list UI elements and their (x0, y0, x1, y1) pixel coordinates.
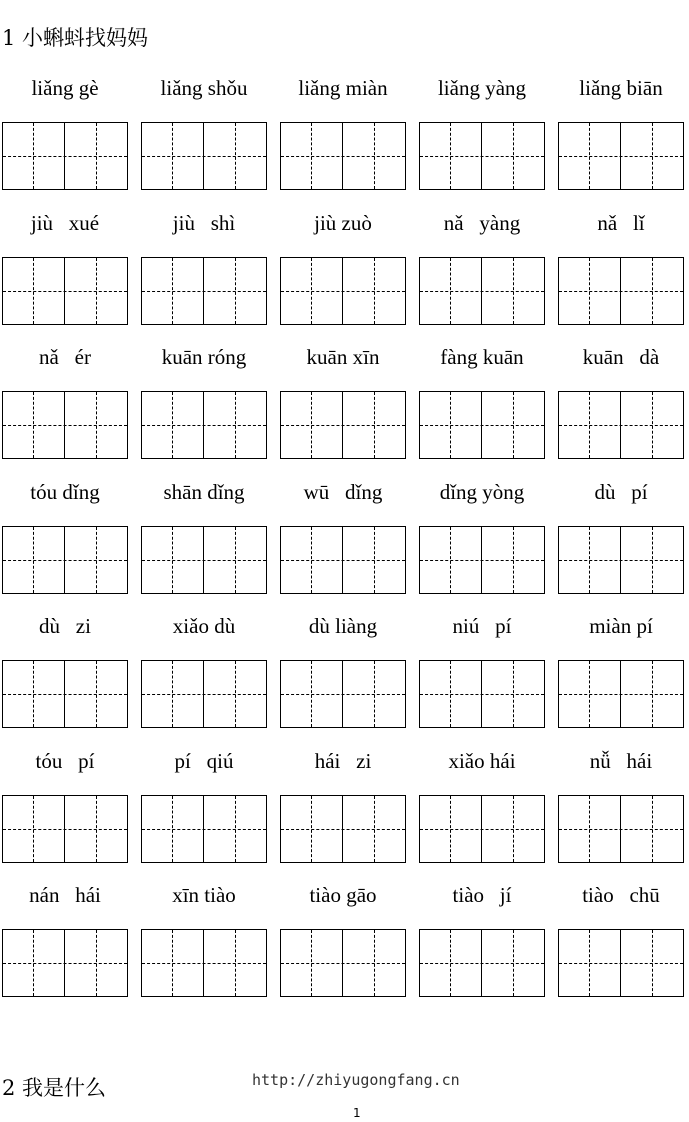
pinyin-label: pí qiú (174, 748, 234, 773)
dashed-guide (3, 156, 127, 157)
dashed-guide (3, 291, 127, 292)
pinyin-row (0, 749, 689, 779)
dashed-guide (3, 694, 127, 695)
tianzige-writing-box[interactable] (419, 122, 545, 190)
dashed-guide (3, 829, 127, 830)
tianzige-writing-box[interactable] (280, 391, 406, 459)
dashed-guide (559, 156, 683, 157)
dashed-guide (420, 829, 544, 830)
tianzige-writing-box[interactable] (558, 660, 684, 728)
tianzige-writing-box[interactable] (2, 526, 128, 594)
pinyin-label: liǎng biān (579, 76, 663, 100)
writing-grid-row (0, 257, 689, 325)
dashed-guide (420, 156, 544, 157)
dashed-guide (142, 694, 266, 695)
tianzige-writing-box[interactable] (2, 122, 128, 190)
dashed-guide (420, 560, 544, 561)
tianzige-writing-box[interactable] (280, 660, 406, 728)
section-title-1: 1 小蝌蚪找妈妈 (2, 26, 149, 50)
tianzige-writing-box[interactable] (280, 526, 406, 594)
tianzige-writing-box[interactable] (141, 391, 267, 459)
tianzige-writing-box[interactable] (419, 257, 545, 325)
pinyin-label: dù zi (39, 614, 91, 638)
pinyin-label: liǎng shǒu (160, 76, 248, 100)
dashed-guide (142, 291, 266, 292)
pinyin-label: kuān róng (161, 345, 247, 369)
pinyin-label: xīn tiào (172, 883, 236, 907)
dashed-guide (420, 694, 544, 695)
dashed-guide (281, 425, 405, 426)
pinyin-label: dù liàng (308, 614, 378, 638)
dashed-guide (559, 425, 683, 426)
dashed-guide (142, 829, 266, 830)
tianzige-writing-box[interactable] (419, 660, 545, 728)
tianzige-writing-box[interactable] (419, 795, 545, 863)
tianzige-writing-box[interactable] (141, 795, 267, 863)
pinyin-label: jiù shì (172, 210, 236, 235)
pinyin-label: hái zi (314, 748, 372, 773)
dashed-guide (420, 963, 544, 964)
dashed-guide (142, 560, 266, 561)
pinyin-label: liǎng yàng (437, 76, 527, 100)
tianzige-writing-box[interactable] (2, 660, 128, 728)
pinyin-row (0, 883, 689, 913)
pinyin-row (0, 211, 689, 241)
pinyin-label: nǎ ér (39, 345, 91, 369)
pinyin-label: kuān xīn (306, 345, 380, 369)
tianzige-writing-box[interactable] (141, 660, 267, 728)
dashed-guide (281, 156, 405, 157)
pinyin-label: dù pí (594, 479, 648, 504)
tianzige-writing-box[interactable] (141, 526, 267, 594)
tianzige-writing-box[interactable] (141, 122, 267, 190)
pinyin-label: tiào chū (582, 883, 660, 907)
pinyin-label: niú pí (452, 614, 512, 638)
dashed-guide (559, 560, 683, 561)
writing-grid-row (0, 929, 689, 997)
tianzige-writing-box[interactable] (280, 122, 406, 190)
tianzige-writing-box[interactable] (141, 257, 267, 325)
pinyin-label: tóu pí (35, 748, 95, 773)
pinyin-label: jiù zuò (314, 210, 372, 235)
tianzige-writing-box[interactable] (2, 391, 128, 459)
tianzige-writing-box[interactable] (558, 929, 684, 997)
tianzige-writing-box[interactable] (558, 391, 684, 459)
tianzige-writing-box[interactable] (419, 929, 545, 997)
pinyin-label: shān dǐng (163, 479, 245, 504)
pinyin-label: liǎng miàn (298, 76, 388, 100)
page-number: 1 (353, 1106, 361, 1120)
dashed-guide (142, 963, 266, 964)
tianzige-writing-box[interactable] (280, 257, 406, 325)
footer-url: http://zhiyugongfang.cn (252, 1071, 460, 1089)
pinyin-label: xiǎo hái (448, 748, 516, 773)
pinyin-label: jiù xué (30, 210, 100, 235)
tianzige-writing-box[interactable] (280, 795, 406, 863)
dashed-guide (420, 425, 544, 426)
pinyin-label: nǎ lǐ (597, 210, 645, 235)
pinyin-row (0, 76, 689, 106)
dashed-guide (559, 291, 683, 292)
tianzige-writing-box[interactable] (558, 526, 684, 594)
pinyin-label: tóu dǐng (30, 479, 100, 504)
pinyin-label: miàn pí (589, 614, 653, 638)
writing-grid-row (0, 122, 689, 190)
tianzige-writing-box[interactable] (141, 929, 267, 997)
pinyin-label: liǎng gè (31, 76, 99, 100)
dashed-guide (559, 829, 683, 830)
pinyin-label: fàng kuān (440, 345, 524, 369)
pinyin-label: tiào gāo (309, 883, 377, 907)
pinyin-label: kuān dà (582, 345, 660, 369)
tianzige-writing-box[interactable] (558, 257, 684, 325)
tianzige-writing-box[interactable] (419, 391, 545, 459)
writing-grid-row (0, 391, 689, 459)
pinyin-row (0, 345, 689, 375)
pinyin-label: dǐng yòng (439, 479, 525, 504)
pinyin-label: tiào jí (452, 883, 512, 907)
pinyin-label: nǎ yàng (443, 210, 521, 235)
tianzige-writing-box[interactable] (2, 257, 128, 325)
tianzige-writing-box[interactable] (419, 526, 545, 594)
dashed-guide (281, 560, 405, 561)
section-title-2: 2 我是什么 (2, 1076, 107, 1100)
dashed-guide (420, 291, 544, 292)
pinyin-row (0, 480, 689, 510)
dashed-guide (3, 560, 127, 561)
pinyin-label: wū dǐng (303, 479, 383, 504)
dashed-guide (281, 829, 405, 830)
dashed-guide (142, 156, 266, 157)
dashed-guide (142, 425, 266, 426)
tianzige-writing-box[interactable] (280, 929, 406, 997)
dashed-guide (281, 694, 405, 695)
pinyin-row (0, 614, 689, 644)
pinyin-label: nán hái (29, 883, 101, 907)
tianzige-writing-box[interactable] (2, 929, 128, 997)
writing-grid-row (0, 526, 689, 594)
writing-grid-row (0, 795, 689, 863)
dashed-guide (559, 694, 683, 695)
dashed-guide (3, 963, 127, 964)
dashed-guide (281, 963, 405, 964)
dashed-guide (559, 963, 683, 964)
writing-grid-row (0, 660, 689, 728)
pinyin-label: nǚ hái (589, 748, 653, 773)
tianzige-writing-box[interactable] (558, 122, 684, 190)
dashed-guide (3, 425, 127, 426)
tianzige-writing-box[interactable] (558, 795, 684, 863)
tianzige-writing-box[interactable] (2, 795, 128, 863)
pinyin-label: xiǎo dù (172, 614, 236, 638)
dashed-guide (281, 291, 405, 292)
